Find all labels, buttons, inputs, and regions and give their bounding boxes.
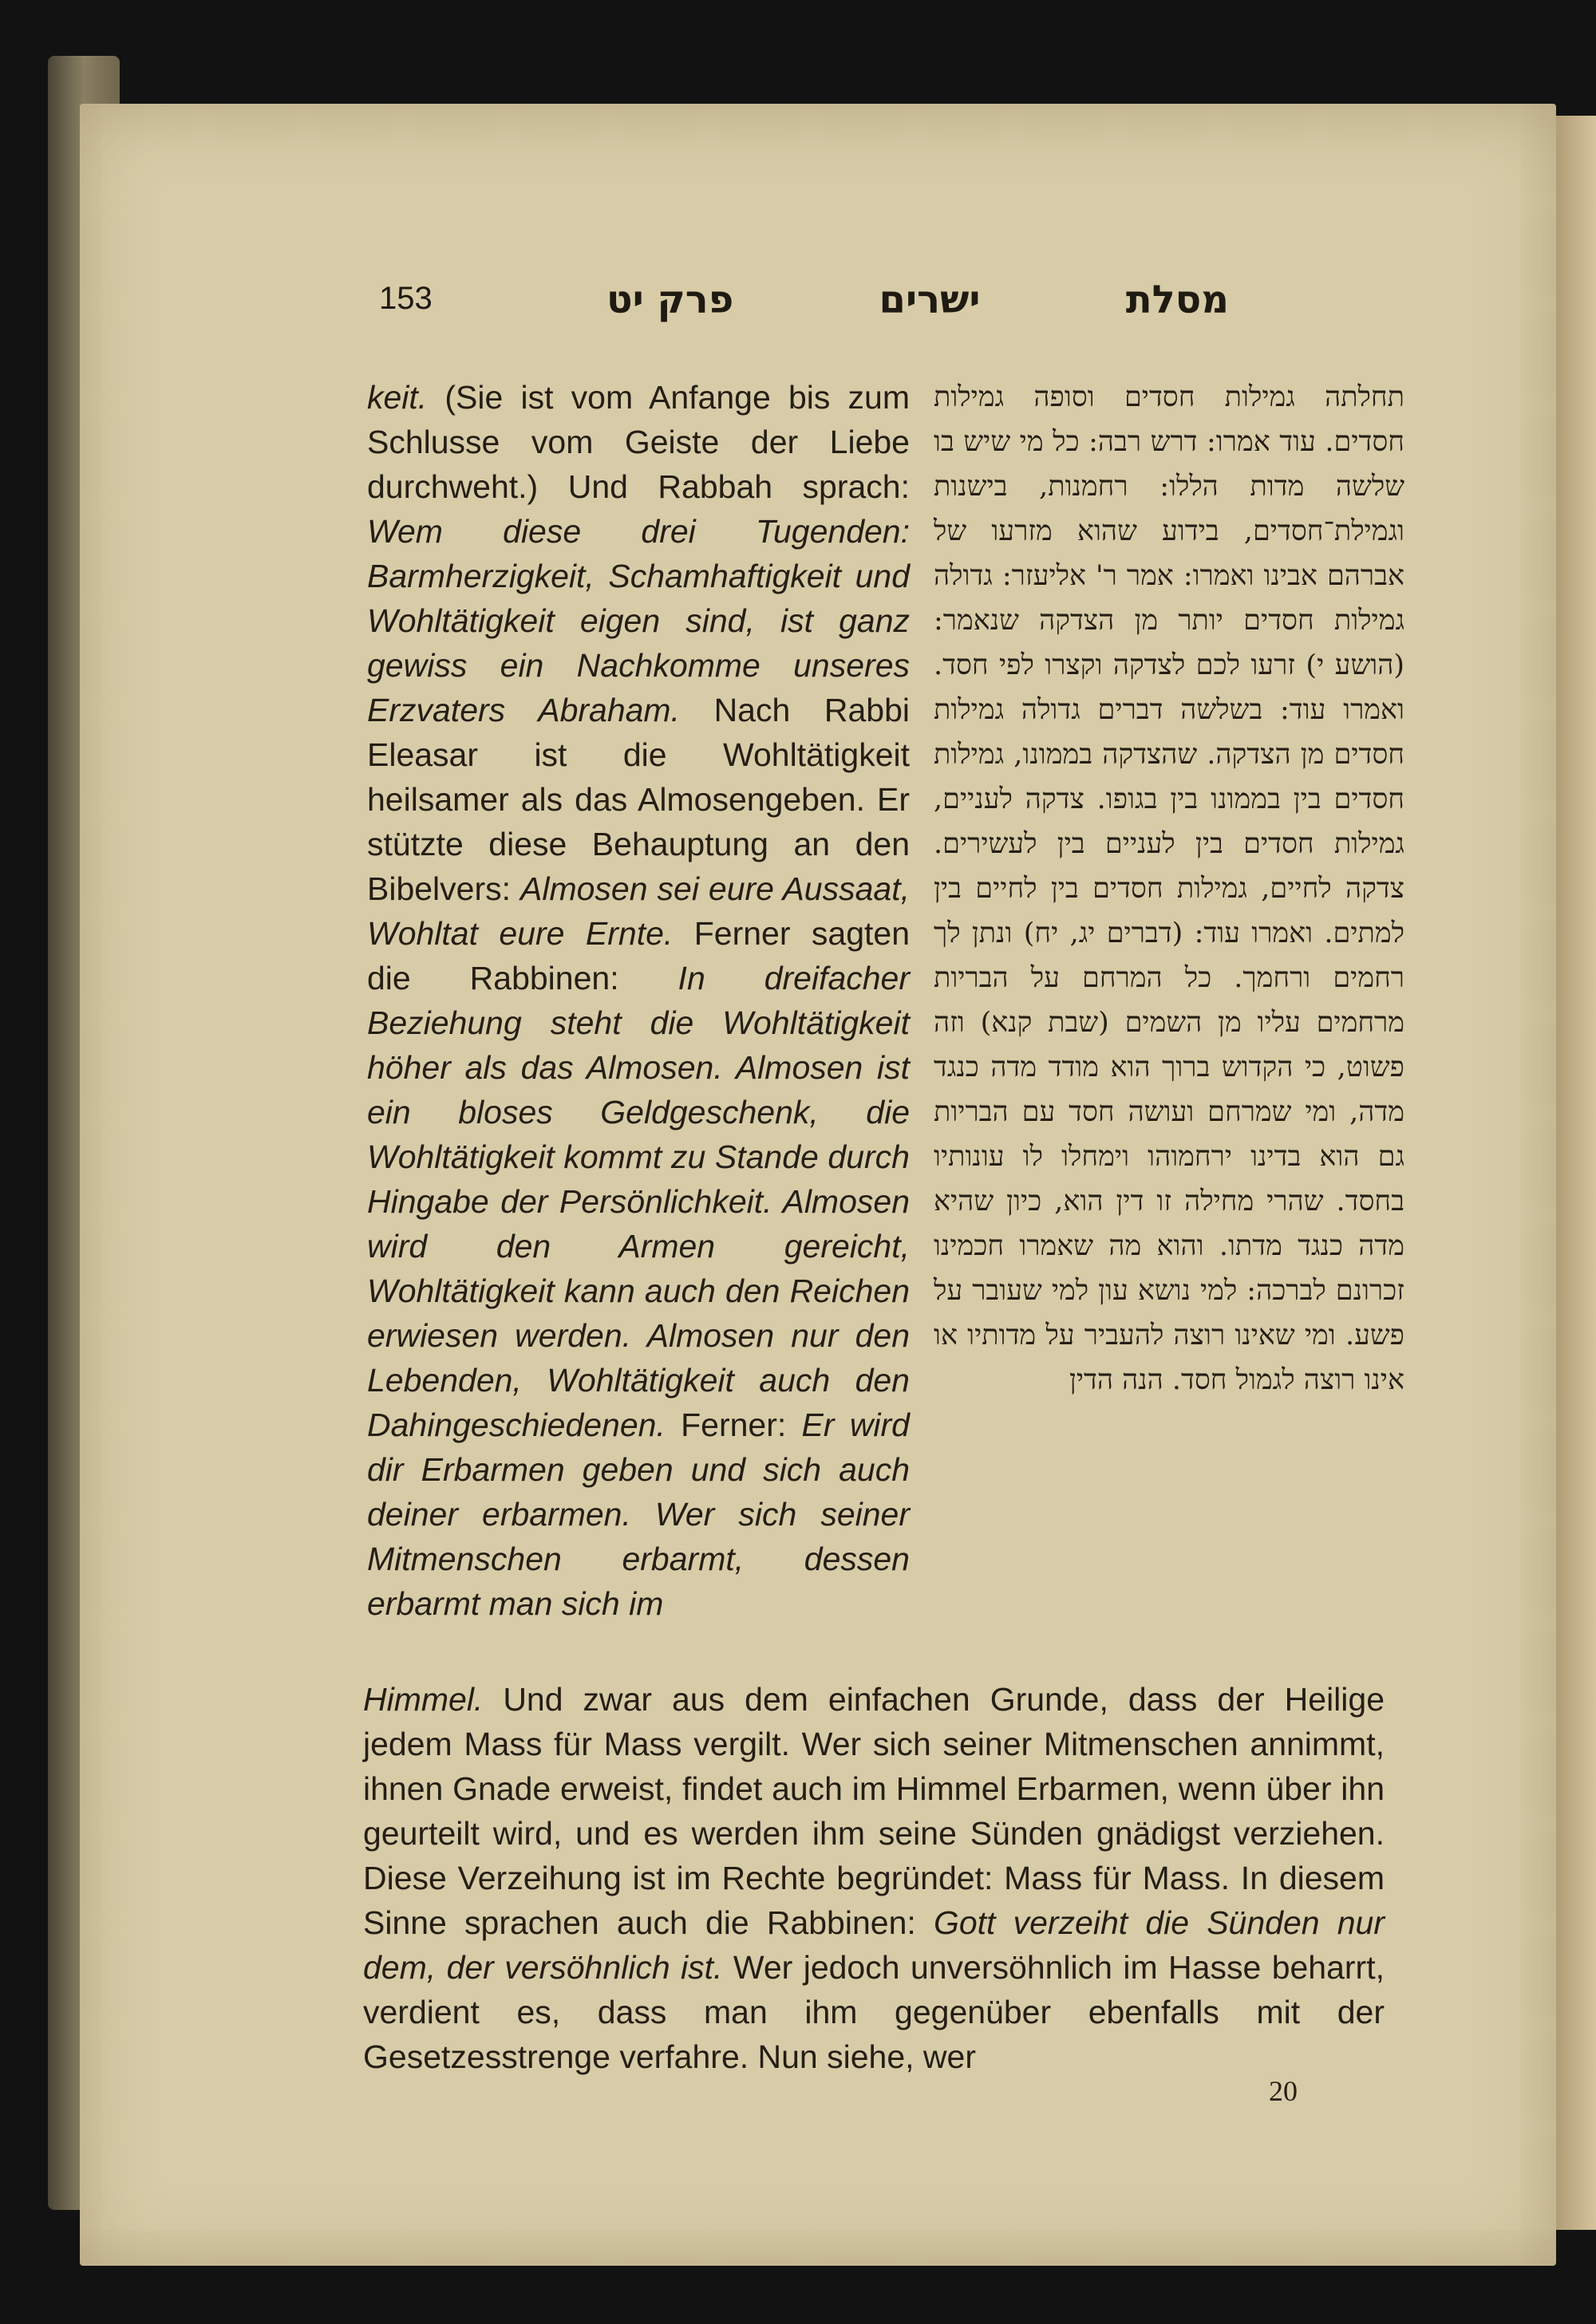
- hebrew-column: תחלתה גמילות חסדים וסופה גמילות חסדים. עוד אמרו: דרש רבה: כל מי שיש בו שלשה מדות הללו: רחמנות, בישנות וגמילת־חסדים, בידוע שהוא מזרעו של אברהם אבינו ואמרו: אמר ר' אליעזר: גדולה גמילות חסדים יותר מן הצדקה שנאמר: (הושע י) זרעו לכם לצדקה וקצרו לפי חסד. ואמרו עוד: בשלשה דברים גדולה גמילות חסדים מן הצדקה. שהצדקה בממונו, גמילות חסדים בין בממונו בין בגופו. צדקה לעניים, גמילות חסדים בין לעניים בין לעשירים. צדקה לחיים, גמילות חסדים בין לחיים בין למתים. ואמרו עוד: (דברים יג, יח) ונתן לך רחמים ורחמך. כל המרחם על הבריות מרחמים עליו מן השמים (שבת קנא) וזה פשוט, כי הקדוש ברוך הוא מודד מדה כנגד מדה, ומי שמרחם ועושה חסד עם הבריות גם הוא בדינו ירחמוהו וימחלו לו עונותיו בחסד. שהרי מחילה זו דין הוא, כיון שהיא מדה כנגד מדתו. והוא מה שאמרו חכמינו זכרונם לברכה: למי נושא עון למי שעובר על פשע. ומי שאינו רוצה להעביר על מדותיו או אינו רוצה לגמול חסד. הנה הדין: [934, 381, 1404, 1396]
- german-segment: Und zwar aus dem einfachen Grunde, dass der Heilige jedem Mass für Mass vergilt. Wer sich seiner Mitmenschen annimmt, ihnen Gnade erweist, findet auch im Himmel Erbarmen, wenn über ihn geurteilt wird, und es werden ihm seine Sünden gnädigst verziehen. Diese Verzeihung ist im Rechte begründet: Mass für Mass. In diesem Sinne sprachen auch die Rabbinen:: [363, 1681, 1385, 1941]
- german-segment: Ferner:: [665, 1407, 802, 1443]
- german-segment: Ferner sagten die Rabbinen:: [367, 915, 910, 996]
- running-head-word-3: פרק יט: [606, 278, 734, 322]
- signature-mark: 20: [1269, 2075, 1298, 2107]
- german-full-width-text: [363, 1677, 1385, 2079]
- german-segment: (Sie ist vom Anfange bis zum Schlusse vom Geiste der Liebe durchweht.) Und Rabbah sprach:: [367, 379, 910, 505]
- german-segment: Wem diese drei Tugenden: Barmherzigkeit, Schamhaftigkeit und Wohltätigkeit eigen sind, ist ganz gewiss ein Nachkomme unseres Erzvaters Abraham.: [367, 513, 910, 728]
- page-number: 153: [379, 281, 433, 316]
- running-head: [606, 278, 1229, 333]
- german-segment: Wer jedoch unversöhnlich im Hasse beharrt, verdient es, dass man ihm gegenüber ebenfalls mit der Gesetzesstrenge verfahre. Nun siehe, wer: [363, 1949, 1385, 2075]
- german-segment: Gott verzeiht die Sünden nur dem, der versöhnlich ist.: [363, 1904, 1385, 1986]
- running-head-word-1: מסלת: [1125, 278, 1229, 322]
- german-segment: Er wird dir Erbarmen geben und sich auch deiner erbarmen. Wer sich seiner Mitmenschen erbarmt, dessen erbarmt man sich im: [367, 1407, 910, 1622]
- german-segment: In dreifacher Beziehung steht die Wohltätigkeit höher als das Almosen. Almosen ist ein bloses Geldgeschenk, die Wohltätigkeit kommt zu Stande durch Hingabe der Persönlichkeit. Almosen wird den Armen gereicht, Wohltätigkeit kann auch den Reichen erwiesen werden. Almosen nur den Lebenden, Wohltätigkeit auch den Dahingeschiedenen.: [367, 960, 911, 1443]
- german-segment: Himmel.: [363, 1681, 484, 1718]
- german-segment: Nach Rabbi Eleasar ist die Wohltätigkeit heilsamer als das Almosengeben. Er stützte diese Behauptung an den Bibelvers:: [367, 692, 911, 907]
- german-segment: keit.: [367, 379, 428, 416]
- german-column: [367, 375, 910, 1626]
- german-segment: Almosen sei eure Aussaat, Wohltat eure Ernte.: [367, 870, 910, 952]
- running-head-word-2: ישרים: [879, 278, 981, 322]
